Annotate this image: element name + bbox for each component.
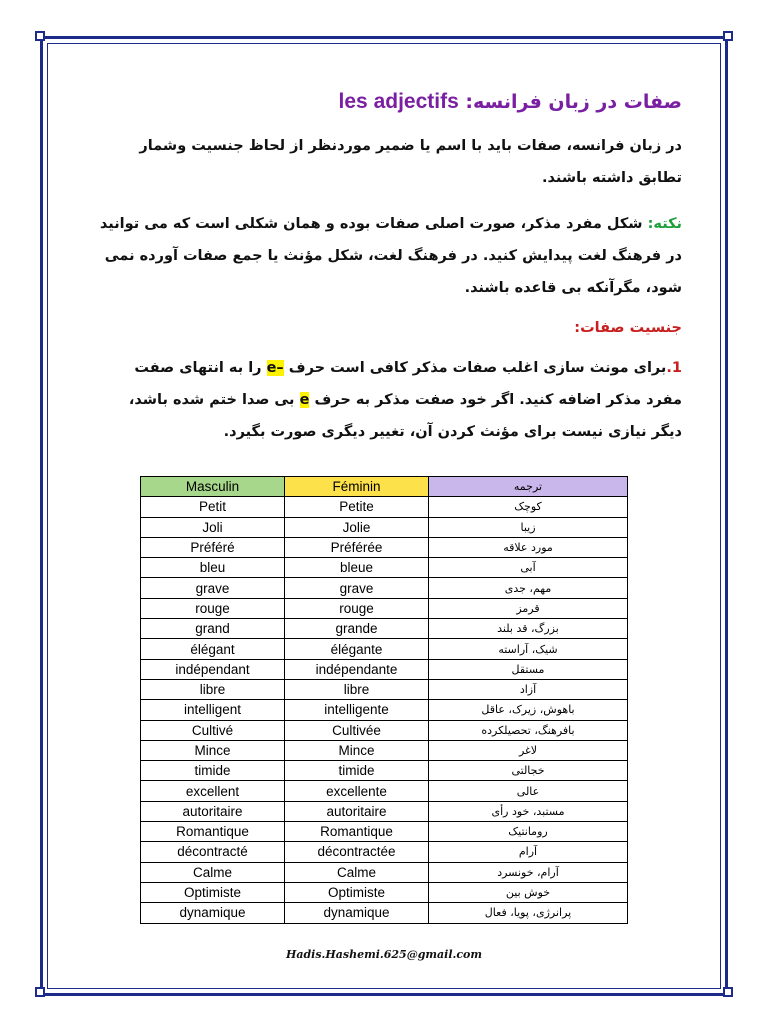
feminin-cell: dynamique <box>285 903 429 923</box>
translation-cell: خجالتی <box>429 761 628 781</box>
translation-cell: خوش بین <box>429 882 628 902</box>
translation-cell: بزرگ، قد بلند <box>429 619 628 639</box>
masculin-cell: indépendant <box>141 659 285 679</box>
feminin-cell: grave <box>285 578 429 598</box>
table-row <box>141 639 628 659</box>
masculin-cell: grave <box>141 578 285 598</box>
feminin-cell: bleue <box>285 558 429 578</box>
translation-cell: پرانرژی، پویا، فعال <box>429 903 628 923</box>
feminin-cell: Cultivée <box>285 720 429 740</box>
feminin-cell: libre <box>285 679 429 699</box>
table-row <box>141 497 628 517</box>
document-body <box>98 84 682 448</box>
feminin-cell: Optimiste <box>285 882 429 902</box>
masculin-cell: Petit <box>141 497 285 517</box>
rule-text-part2: را به انتهای صفت مفرد مذکر اضافه کنید. اگر خود صفت مذکر به حرف <box>134 360 682 408</box>
highlight-suffix-e: e– <box>266 360 284 376</box>
border-corner-ornament <box>723 987 733 997</box>
table-row <box>141 882 628 902</box>
masculin-cell: Optimiste <box>141 882 285 902</box>
translation-cell: مورد علاقه <box>429 537 628 557</box>
feminin-cell: élégante <box>285 639 429 659</box>
rule-text-part1: برای مونث سازی اغلب صفات مذکر کافی است حرف <box>283 360 667 376</box>
masculin-cell: autoritaire <box>141 801 285 821</box>
masculin-cell: Joli <box>141 517 285 537</box>
feminin-cell: indépendante <box>285 659 429 679</box>
masculin-cell: élégant <box>141 639 285 659</box>
table-row <box>141 659 628 679</box>
header-masculin: Masculin <box>141 477 285 497</box>
table-row <box>141 679 628 699</box>
border-corner-ornament <box>35 987 45 997</box>
table-header-row <box>141 477 628 497</box>
table-row <box>141 598 628 618</box>
page-title <box>98 84 682 120</box>
translation-cell: قرمز <box>429 598 628 618</box>
table-row <box>141 558 628 578</box>
feminin-cell: Calme <box>285 862 429 882</box>
masculin-cell: Romantique <box>141 822 285 842</box>
highlight-letter-e: e <box>299 392 310 408</box>
translation-cell: باهوش، زیرک، عاقل <box>429 700 628 720</box>
title-persian: صفات در زبان فرانسه: <box>465 91 682 113</box>
table-row <box>141 619 628 639</box>
masculin-cell: décontracté <box>141 842 285 862</box>
table-row <box>141 720 628 740</box>
table-body <box>141 497 628 923</box>
feminin-cell: Jolie <box>285 517 429 537</box>
feminin-cell: Préférée <box>285 537 429 557</box>
masculin-cell: Cultivé <box>141 720 285 740</box>
translation-cell: عالی <box>429 781 628 801</box>
table-row <box>141 822 628 842</box>
table-row <box>141 801 628 821</box>
translation-cell: رومانتیک <box>429 822 628 842</box>
translation-cell: آرام، خونسرد <box>429 862 628 882</box>
feminin-cell: autoritaire <box>285 801 429 821</box>
masculin-cell: bleu <box>141 558 285 578</box>
table-row <box>141 517 628 537</box>
adjectives-table <box>140 476 628 924</box>
table-row <box>141 537 628 557</box>
translation-cell: آبی <box>429 558 628 578</box>
masculin-cell: rouge <box>141 598 285 618</box>
table-row <box>141 862 628 882</box>
masculin-cell: intelligent <box>141 700 285 720</box>
border-corner-ornament <box>35 31 45 41</box>
feminin-cell: intelligente <box>285 700 429 720</box>
translation-cell: زیبا <box>429 517 628 537</box>
masculin-cell: libre <box>141 679 285 699</box>
masculin-cell: grand <box>141 619 285 639</box>
rule-number: 1. <box>666 360 682 376</box>
masculin-cell: Calme <box>141 862 285 882</box>
note-paragraph <box>98 208 682 304</box>
table-row <box>141 700 628 720</box>
header-translation: ترجمه <box>429 477 628 497</box>
intro-paragraph: در زبان فرانسه، صفات باید با اسم یا ضمیر موردنظر از لحاظ جنسیت وشمار تطابق داشته باشند. <box>139 138 682 186</box>
masculin-cell: Préféré <box>141 537 285 557</box>
feminin-cell: excellente <box>285 781 429 801</box>
border-corner-ornament <box>723 31 733 41</box>
table-row <box>141 842 628 862</box>
masculin-cell: timide <box>141 761 285 781</box>
translation-cell: لاغر <box>429 740 628 760</box>
feminin-cell: Mince <box>285 740 429 760</box>
feminin-cell: décontractée <box>285 842 429 862</box>
section-title: جنسیت صفات: <box>574 320 682 336</box>
feminin-cell: Romantique <box>285 822 429 842</box>
table-row <box>141 903 628 923</box>
translation-cell: مستقل <box>429 659 628 679</box>
feminin-cell: Petite <box>285 497 429 517</box>
footer-email: Hadis.Hashemi.625@gmail.com <box>285 948 483 961</box>
translation-cell: شیک، آراسته <box>429 639 628 659</box>
feminin-cell: grande <box>285 619 429 639</box>
translation-cell: آزاد <box>429 679 628 699</box>
translation-cell: بافرهنگ، تحصیلکرده <box>429 720 628 740</box>
translation-cell: مهم، جدی <box>429 578 628 598</box>
feminin-cell: timide <box>285 761 429 781</box>
masculin-cell: excellent <box>141 781 285 801</box>
translation-cell: آرام <box>429 842 628 862</box>
table-row <box>141 578 628 598</box>
note-text: شکل مفرد مذکر، صورت اصلی صفات بوده و همان شکلی است که می توانید در فرهنگ لغت پیدایش کنید. در فرهنگ لغت، شکل مؤنث یا جمع صفات آورده نمی شود، مگرآنکه بی قاعده باشند. <box>99 216 682 296</box>
feminin-cell: rouge <box>285 598 429 618</box>
rule-text-part3: بی صدا ختم شده باشد، دیگر نیازی نیست برای مؤنث کردن آن، تغییر دیگری صورت بگیرد. <box>128 392 682 440</box>
table-row <box>141 761 628 781</box>
table-row <box>141 781 628 801</box>
title-latin: les adjectifs <box>338 90 459 113</box>
table-row <box>141 740 628 760</box>
masculin-cell: dynamique <box>141 903 285 923</box>
header-feminin: Féminin <box>285 477 429 497</box>
translation-cell: کوچک <box>429 497 628 517</box>
masculin-cell: Mince <box>141 740 285 760</box>
note-label: نکته: <box>647 216 682 232</box>
translation-cell: مستبد، خود رأی <box>429 801 628 821</box>
rule-paragraph <box>98 352 682 448</box>
